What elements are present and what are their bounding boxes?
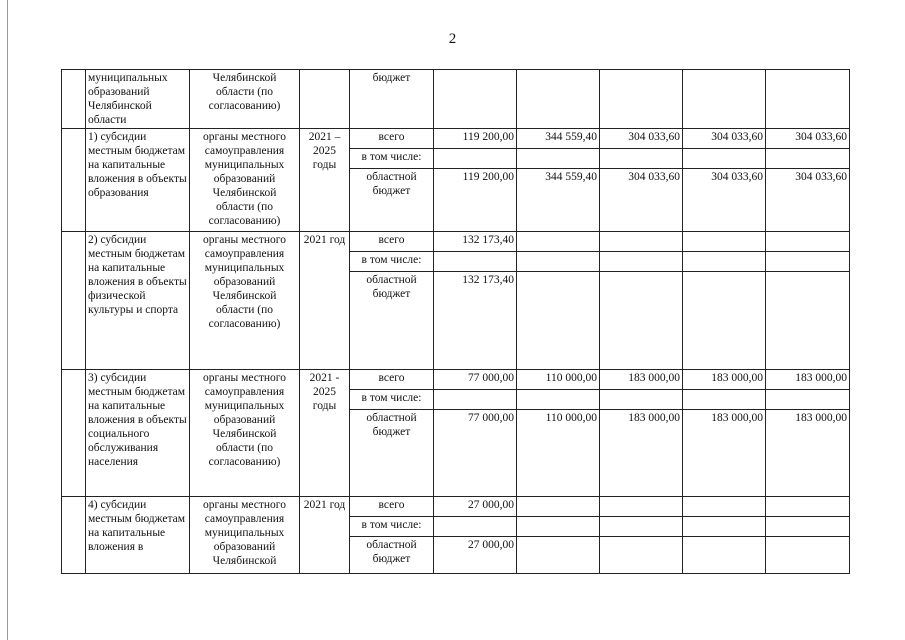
amount-cell-year-2: 344 559,40 [517,129,600,149]
amount-cell-year-3: 304 033,60 [600,129,683,149]
amount-cell-year-2 [517,232,600,252]
amount-cell-year-1 [434,517,517,537]
amount-cell-year-3: 183 000,00 [600,410,683,497]
table-row [62,497,850,517]
funding-source-cell: в том числе: [350,149,434,169]
amount-cell-year-4 [683,149,766,169]
executor-cell: органы местного самоуправления муниципальных образований Челябинской области (по согласованию) [190,129,300,232]
period-cell: 2021 - 2025 годы [300,370,350,497]
measure-name-cell: 4) субсидии местным бюджетам на капитальные вложения в [86,497,190,574]
amount-cell-year-4 [683,252,766,272]
amount-cell-year-3 [600,70,683,129]
executor-cell: органы местного самоуправления муниципальных образований Челябинской области (по согласованию) [190,370,300,497]
amount-cell-year-2 [517,70,600,129]
amount-cell-year-2 [517,497,600,517]
amount-cell-year-3 [600,149,683,169]
amount-cell-year-1: 119 200,00 [434,169,517,232]
measure-name-cell: 1) субсидии местным бюджетам на капитальные вложения в объекты образования [86,129,190,232]
amount-cell-year-1 [434,149,517,169]
amount-cell-year-4 [683,517,766,537]
period-cell: 2021 год [300,232,350,370]
amount-cell-year-2 [517,390,600,410]
amount-cell-year-4 [683,497,766,517]
amount-cell-year-1: 132 173,40 [434,272,517,370]
measure-name-cell: 2) субсидии местным бюджетам на капитальные вложения в объекты физической культуры и спорта [86,232,190,370]
index-cell [62,232,86,370]
amount-cell-year-5 [766,517,850,537]
amount-cell-year-5: 183 000,00 [766,370,850,390]
table-row [62,70,850,129]
index-cell [62,129,86,232]
index-cell [62,497,86,574]
amount-cell-year-2 [517,517,600,537]
amount-cell-year-3 [600,272,683,370]
amount-cell-year-3 [600,252,683,272]
amount-cell-year-3 [600,517,683,537]
period-cell: 2021 – 2025 годы [300,129,350,232]
amount-cell-year-2 [517,537,600,574]
period-cell: 2021 год [300,497,350,574]
executor-cell: органы местного самоуправления муниципальных образований Челябинской области (по согласованию) [190,232,300,370]
table-row [62,129,850,149]
table-row [62,370,850,390]
amount-cell-year-1: 27 000,00 [434,497,517,517]
executor-cell: органы местного самоуправления муниципальных образований Челябинской [190,497,300,574]
funding-source-cell: областной бюджет [350,537,434,574]
amount-cell-year-5 [766,497,850,517]
table-body [62,70,850,574]
amount-cell-year-2: 110 000,00 [517,410,600,497]
amount-cell-year-3: 183 000,00 [600,370,683,390]
amount-cell-year-3 [600,390,683,410]
amount-cell-year-4 [683,70,766,129]
funding-source-cell: всего [350,370,434,390]
amount-cell-year-2 [517,149,600,169]
page-scan-edge [7,0,8,640]
amount-cell-year-1 [434,390,517,410]
amount-cell-year-2 [517,272,600,370]
executor-cell: Челябинской области (по согласованию) [190,70,300,129]
funding-source-cell: областной бюджет [350,272,434,370]
amount-cell-year-5: 304 033,60 [766,129,850,149]
funding-source-cell: всего [350,129,434,149]
amount-cell-year-4: 304 033,60 [683,129,766,149]
amount-cell-year-3 [600,537,683,574]
amount-cell-year-1 [434,70,517,129]
amount-cell-year-5: 304 033,60 [766,169,850,232]
period-cell [300,70,350,129]
amount-cell-year-3 [600,232,683,252]
table-row [62,232,850,252]
amount-cell-year-4: 183 000,00 [683,370,766,390]
amount-cell-year-1: 77 000,00 [434,410,517,497]
amount-cell-year-1: 77 000,00 [434,370,517,390]
page-number: 2 [448,31,457,47]
measure-name-cell: муниципальных образований Челябинской области [86,70,190,129]
funding-source-cell: в том числе: [350,252,434,272]
amount-cell-year-3 [600,497,683,517]
funding-source-cell: всего [350,497,434,517]
amount-cell-year-2: 344 559,40 [517,169,600,232]
amount-cell-year-5 [766,70,850,129]
budget-table [61,69,850,574]
amount-cell-year-5 [766,252,850,272]
amount-cell-year-1: 132 173,40 [434,232,517,252]
amount-cell-year-5 [766,272,850,370]
index-cell [62,70,86,129]
amount-cell-year-2: 110 000,00 [517,370,600,390]
funding-source-cell: бюджет [350,70,434,129]
amount-cell-year-5 [766,390,850,410]
measure-name-cell: 3) субсидии местным бюджетам на капитальные вложения в объекты социального обслуживания населения [86,370,190,497]
amount-cell-year-4 [683,232,766,252]
amount-cell-year-1: 119 200,00 [434,129,517,149]
funding-source-cell: в том числе: [350,390,434,410]
amount-cell-year-1: 27 000,00 [434,537,517,574]
amount-cell-year-3: 304 033,60 [600,169,683,232]
amount-cell-year-5 [766,149,850,169]
funding-source-cell: областной бюджет [350,410,434,497]
amount-cell-year-5: 183 000,00 [766,410,850,497]
index-cell [62,370,86,497]
amount-cell-year-5 [766,232,850,252]
amount-cell-year-4 [683,272,766,370]
amount-cell-year-4 [683,537,766,574]
amount-cell-year-4: 183 000,00 [683,410,766,497]
funding-source-cell: в том числе: [350,517,434,537]
amount-cell-year-4: 304 033,60 [683,169,766,232]
amount-cell-year-2 [517,252,600,272]
amount-cell-year-5 [766,537,850,574]
amount-cell-year-4 [683,390,766,410]
amount-cell-year-1 [434,252,517,272]
funding-source-cell: областной бюджет [350,169,434,232]
funding-source-cell: всего [350,232,434,252]
